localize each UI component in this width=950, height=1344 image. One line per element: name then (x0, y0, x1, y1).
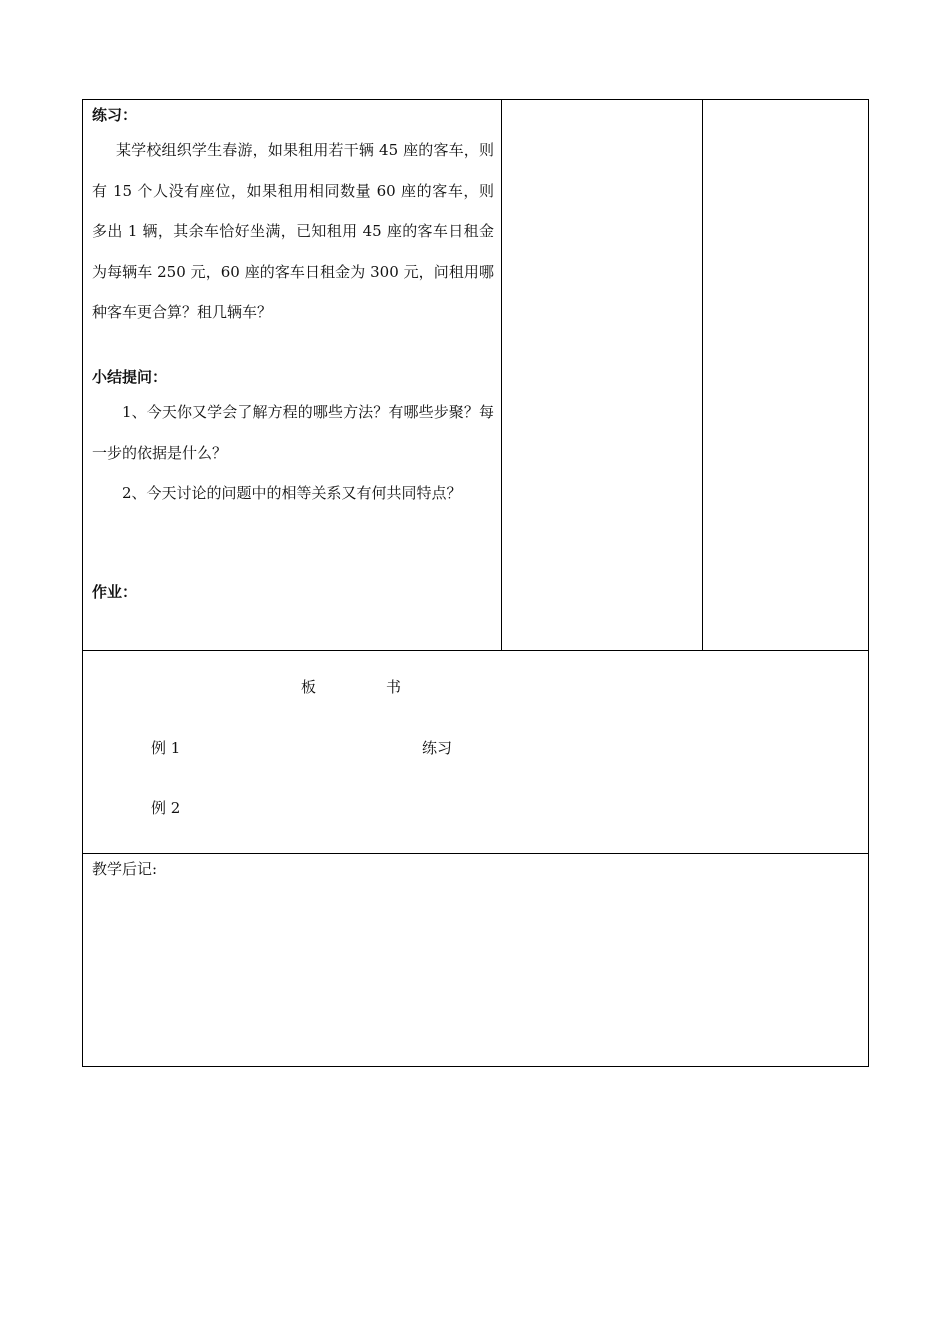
board-title-left: 板 (301, 678, 317, 696)
content-row (83, 100, 868, 651)
homework-heading: 作业： (92, 583, 138, 601)
board-example-1: 例 1 (151, 739, 181, 757)
column-divider (702, 100, 703, 650)
board-title-right: 书 (386, 678, 402, 696)
summary-question-1: 1、今天你又学会了解方程的哪些方法？有哪些步聚？每一步的依据是什么？ (92, 403, 494, 462)
summary-question-2: 2、今天讨论的问题中的相等关系又有何共同特点？ (122, 484, 462, 502)
postscript-row (83, 854, 868, 1066)
column-divider (501, 100, 502, 650)
summary-heading: 小结提问： (92, 368, 168, 386)
practice-heading: 练习： (92, 106, 138, 124)
board-example-2: 例 2 (151, 799, 181, 817)
lesson-plan-table (82, 99, 869, 1067)
board-writing-row (83, 651, 868, 854)
board-practice: 练习 (422, 739, 453, 757)
postscript-label: 教学后记: (92, 860, 158, 878)
practice-problem: 某学校组织学生春游，如果租用若干辆 45 座的客车，则有 15 个人没有座位，如果租用相同数量 60 座的客车，则多出 1 辆，其余车恰好坐满，已知租用 45 座的客车日租金为每辆车 250 元，60 座的客车日租金为 300 元，问租用哪种客车更合算？租几辆车？ (92, 141, 494, 321)
